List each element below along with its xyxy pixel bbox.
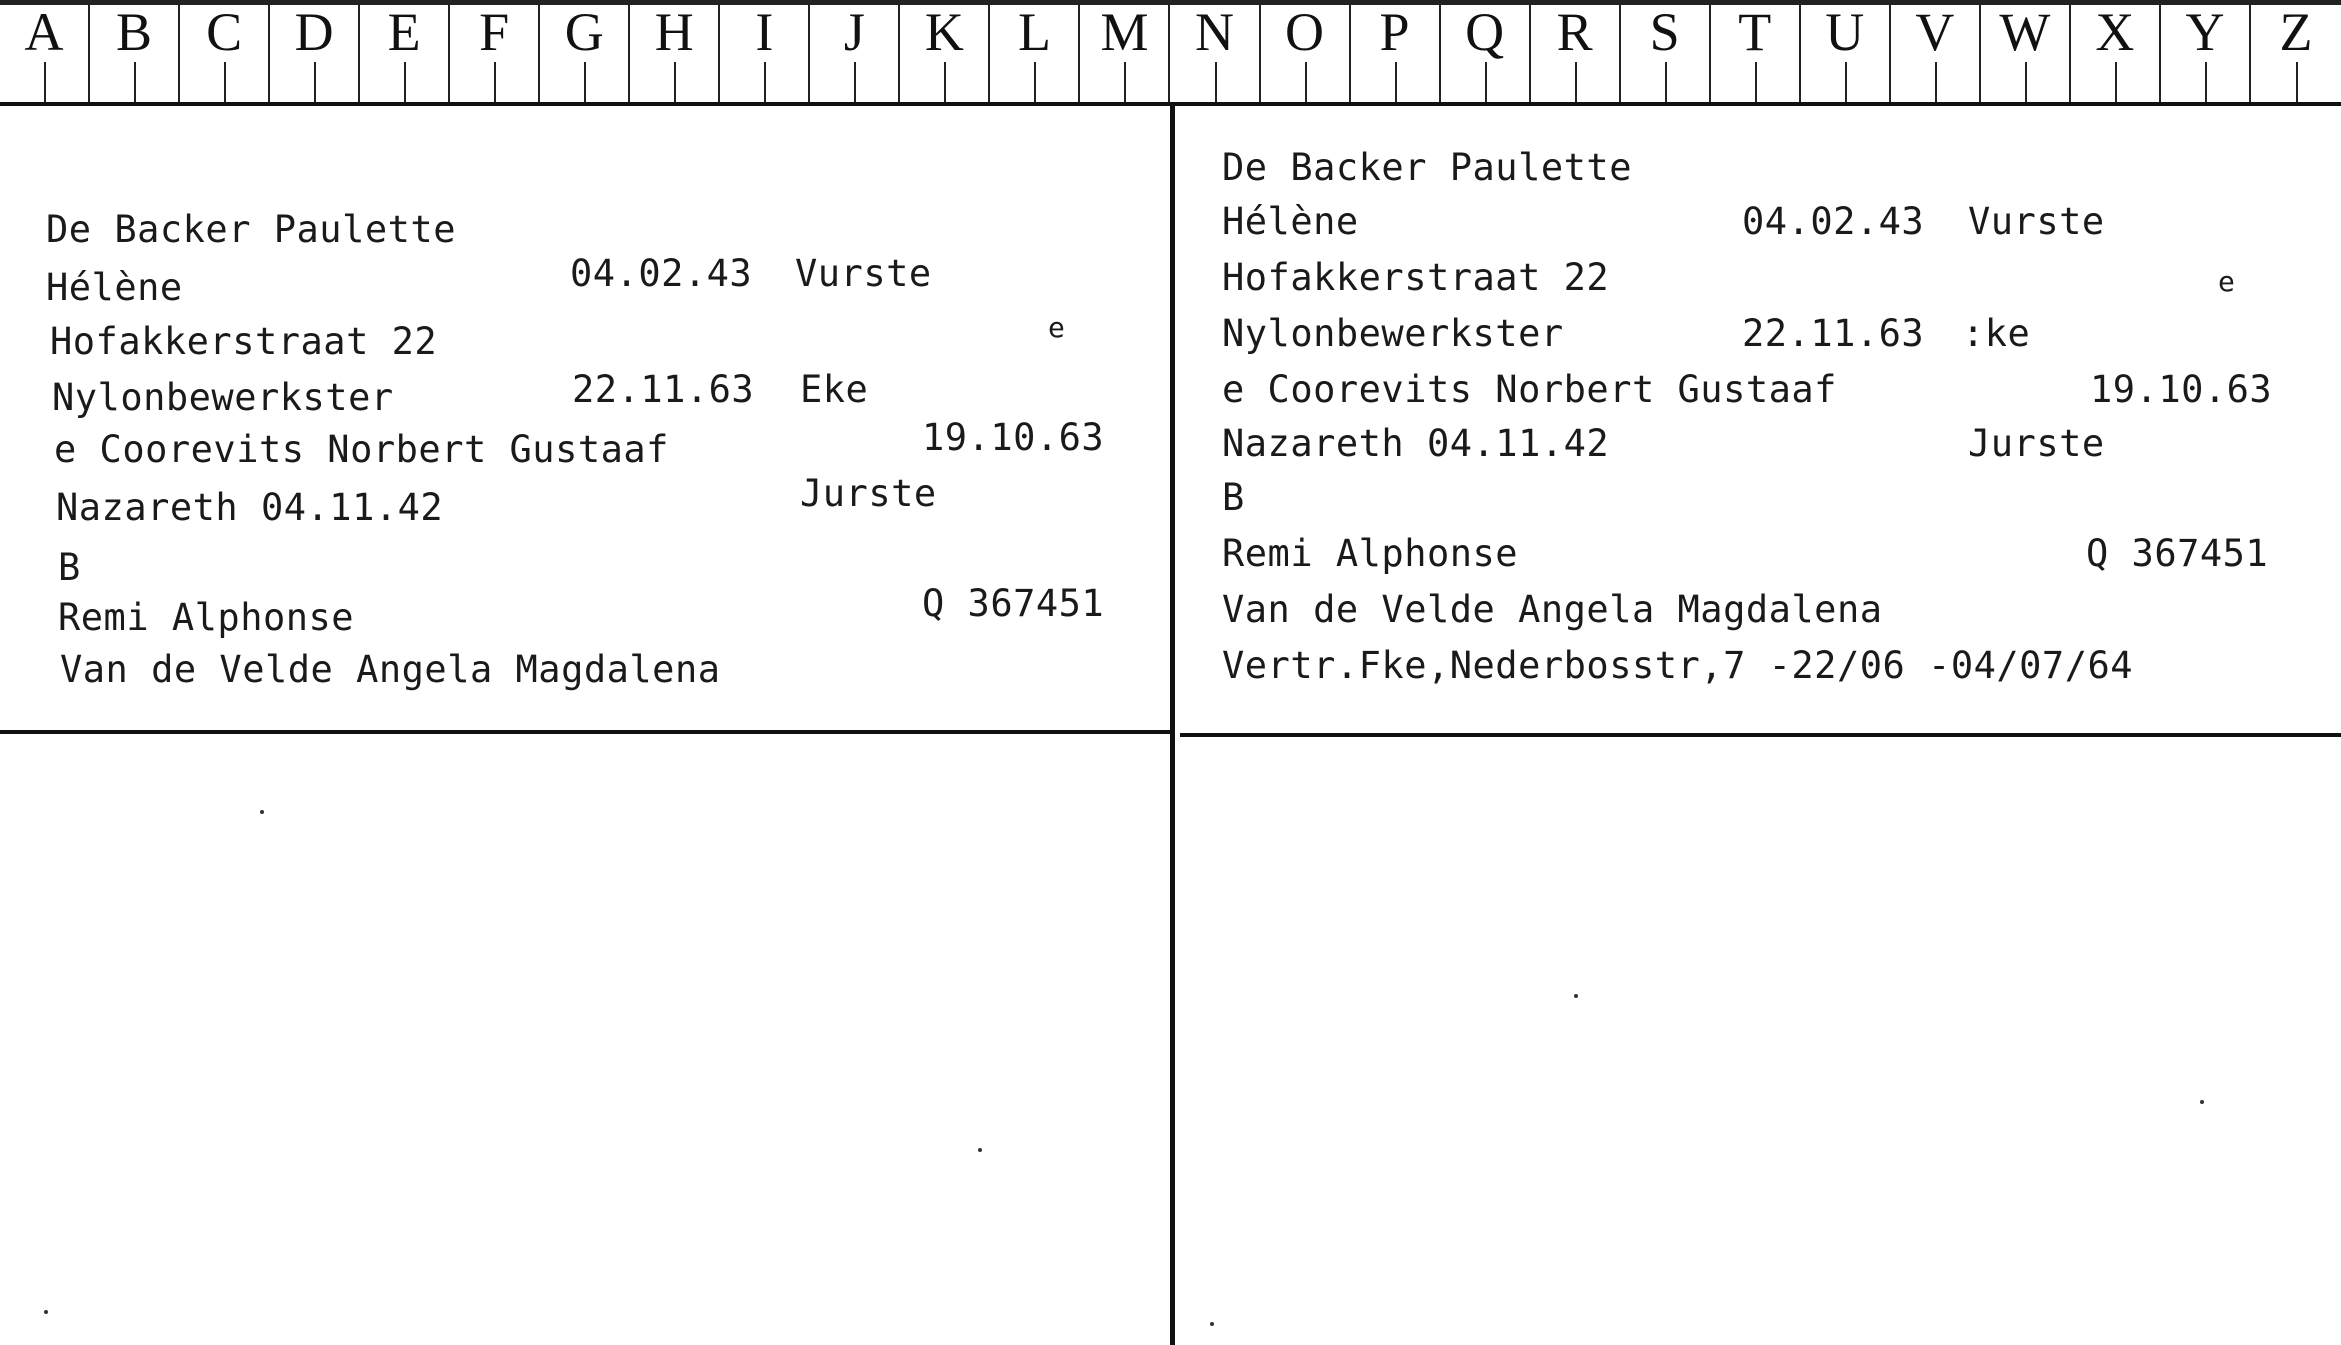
index-tick bbox=[2296, 62, 2298, 102]
left-date-2: 19.10.63 bbox=[922, 416, 1105, 459]
index-letter: F bbox=[479, 2, 510, 62]
card-divider-right bbox=[1180, 733, 2341, 737]
index-letter: W bbox=[1999, 2, 2051, 62]
index-letter: U bbox=[1825, 2, 1865, 62]
index-tab-q bbox=[1441, 0, 1531, 102]
right-birth-place: Vurste bbox=[1968, 200, 2105, 243]
index-tab-l bbox=[990, 0, 1080, 102]
right-father: Remi Alphonse bbox=[1222, 532, 1519, 575]
index-tick bbox=[1124, 62, 1126, 102]
scan-speck bbox=[2200, 1100, 2204, 1104]
index-tick bbox=[1485, 62, 1487, 102]
index-tick bbox=[314, 62, 316, 102]
right-mother: Van de Velde Angela Magdalena bbox=[1222, 588, 1883, 631]
index-tab-t bbox=[1711, 0, 1801, 102]
right-marriage-date: 22.11.63 bbox=[1742, 312, 1925, 355]
right-occupation: Nylonbewerkster bbox=[1222, 312, 1564, 355]
index-tick bbox=[2205, 62, 2207, 102]
index-tab-x bbox=[2071, 0, 2161, 102]
index-tick bbox=[224, 62, 226, 102]
index-letter: I bbox=[755, 2, 774, 62]
right-given-name: Hélène bbox=[1222, 200, 1359, 243]
right-departure-note: Vertr.Fke,Nederbosstr,7 -22/06 -04/07/64 bbox=[1222, 644, 2134, 687]
index-letter: P bbox=[1379, 2, 1410, 62]
index-letter: D bbox=[294, 2, 334, 62]
index-tab-m bbox=[1080, 0, 1170, 102]
index-tick bbox=[944, 62, 946, 102]
right-code-letter: B bbox=[1222, 476, 1245, 519]
index-letter: N bbox=[1195, 2, 1235, 62]
right-record-no: Q 367451 bbox=[2086, 532, 2269, 575]
left-code-letter: B bbox=[58, 546, 81, 589]
right-date-2: 19.10.63 bbox=[2090, 368, 2273, 411]
left-birth-date: 04.02.43 bbox=[570, 252, 753, 295]
index-letter: G bbox=[564, 2, 604, 62]
index-tick bbox=[1215, 62, 1217, 102]
index-tab-o bbox=[1261, 0, 1351, 102]
index-tab-g bbox=[540, 0, 630, 102]
index-tab-a bbox=[0, 0, 90, 102]
index-letter: O bbox=[1285, 2, 1325, 62]
index-tab-k bbox=[900, 0, 990, 102]
right-margin-mark: e bbox=[2218, 265, 2236, 298]
index-letter: Q bbox=[1465, 2, 1505, 62]
index-letter: L bbox=[1017, 2, 1051, 62]
index-tab-b bbox=[90, 0, 180, 102]
left-spouse: e Coorevits Norbert Gustaaf bbox=[54, 428, 669, 471]
index-tick bbox=[1755, 62, 1757, 102]
index-tab-f bbox=[450, 0, 540, 102]
left-occupation: Nylonbewerkster bbox=[52, 376, 394, 419]
index-letter: X bbox=[2095, 2, 2135, 62]
index-tick bbox=[404, 62, 406, 102]
index-tab-p bbox=[1351, 0, 1441, 102]
left-surname: De Backer Paulette bbox=[46, 208, 456, 251]
left-mother: Van de Velde Angela Magdalena bbox=[60, 648, 721, 691]
left-father: Remi Alphonse bbox=[58, 596, 355, 639]
right-birth-date: 04.02.43 bbox=[1742, 200, 1925, 243]
index-tick bbox=[1665, 62, 1667, 102]
index-tab-j bbox=[810, 0, 900, 102]
alphabet-index-strip bbox=[0, 0, 2341, 106]
right-spouse-birth: Nazareth 04.11.42 bbox=[1222, 422, 1610, 465]
index-letter: Z bbox=[2279, 2, 2313, 62]
scan-speck bbox=[1210, 1322, 1214, 1326]
index-tick bbox=[2025, 62, 2027, 102]
index-tab-c bbox=[180, 0, 270, 102]
index-letter: V bbox=[1915, 2, 1955, 62]
index-letter: J bbox=[843, 2, 865, 62]
index-tab-i bbox=[720, 0, 810, 102]
index-letter: K bbox=[924, 2, 964, 62]
index-tab-v bbox=[1891, 0, 1981, 102]
right-marriage-place: :ke bbox=[1962, 312, 2031, 355]
index-tick bbox=[44, 62, 46, 102]
index-tab-z bbox=[2251, 0, 2341, 102]
index-tick bbox=[1034, 62, 1036, 102]
right-surname: De Backer Paulette bbox=[1222, 146, 1632, 189]
index-tab-u bbox=[1801, 0, 1891, 102]
scan-speck bbox=[44, 1310, 48, 1314]
card-column-divider bbox=[1170, 106, 1175, 1345]
index-tick bbox=[854, 62, 856, 102]
index-tab-y bbox=[2161, 0, 2251, 102]
index-tab-n bbox=[1171, 0, 1261, 102]
index-letter: M bbox=[1100, 2, 1149, 62]
left-street: Hofakkerstraat 22 bbox=[50, 320, 438, 363]
index-letter: E bbox=[387, 2, 421, 62]
left-place-2: Jurste bbox=[800, 472, 937, 515]
index-tick bbox=[2115, 62, 2117, 102]
index-tick bbox=[1935, 62, 1937, 102]
index-tab-h bbox=[630, 0, 720, 102]
index-tab-w bbox=[1981, 0, 2071, 102]
index-letter: H bbox=[654, 2, 694, 62]
index-tick bbox=[1575, 62, 1577, 102]
scan-speck bbox=[1574, 994, 1578, 998]
index-tick bbox=[764, 62, 766, 102]
scan-speck bbox=[978, 1148, 982, 1152]
index-letter: T bbox=[1738, 2, 1772, 62]
left-record-no: Q 367451 bbox=[922, 582, 1105, 625]
scan-speck bbox=[260, 810, 264, 814]
index-tick bbox=[494, 62, 496, 102]
right-spouse: e Coorevits Norbert Gustaaf bbox=[1222, 368, 1837, 411]
index-letter: A bbox=[24, 2, 64, 62]
index-tick bbox=[1305, 62, 1307, 102]
right-street: Hofakkerstraat 22 bbox=[1222, 256, 1610, 299]
index-tab-d bbox=[270, 0, 360, 102]
right-place-2: Jurste bbox=[1968, 422, 2105, 465]
index-tick bbox=[674, 62, 676, 102]
index-tab-r bbox=[1531, 0, 1621, 102]
index-letter: C bbox=[206, 2, 243, 62]
left-margin-mark: e bbox=[1048, 311, 1066, 344]
index-tab-e bbox=[360, 0, 450, 102]
index-letter: B bbox=[116, 2, 153, 62]
left-marriage-place: Eke bbox=[800, 368, 869, 411]
index-letter: S bbox=[1649, 2, 1680, 62]
index-tick bbox=[134, 62, 136, 102]
left-given-name: Hélène bbox=[46, 266, 183, 309]
index-tick bbox=[1845, 62, 1847, 102]
left-birth-place: Vurste bbox=[795, 252, 932, 295]
index-tab-s bbox=[1621, 0, 1711, 102]
left-marriage-date: 22.11.63 bbox=[572, 368, 755, 411]
card-divider-left bbox=[0, 730, 1170, 734]
index-tick bbox=[1395, 62, 1397, 102]
index-tick bbox=[584, 62, 586, 102]
index-letter: Y bbox=[2185, 2, 2225, 62]
left-spouse-birth: Nazareth 04.11.42 bbox=[56, 486, 444, 529]
index-letter: R bbox=[1556, 2, 1593, 62]
